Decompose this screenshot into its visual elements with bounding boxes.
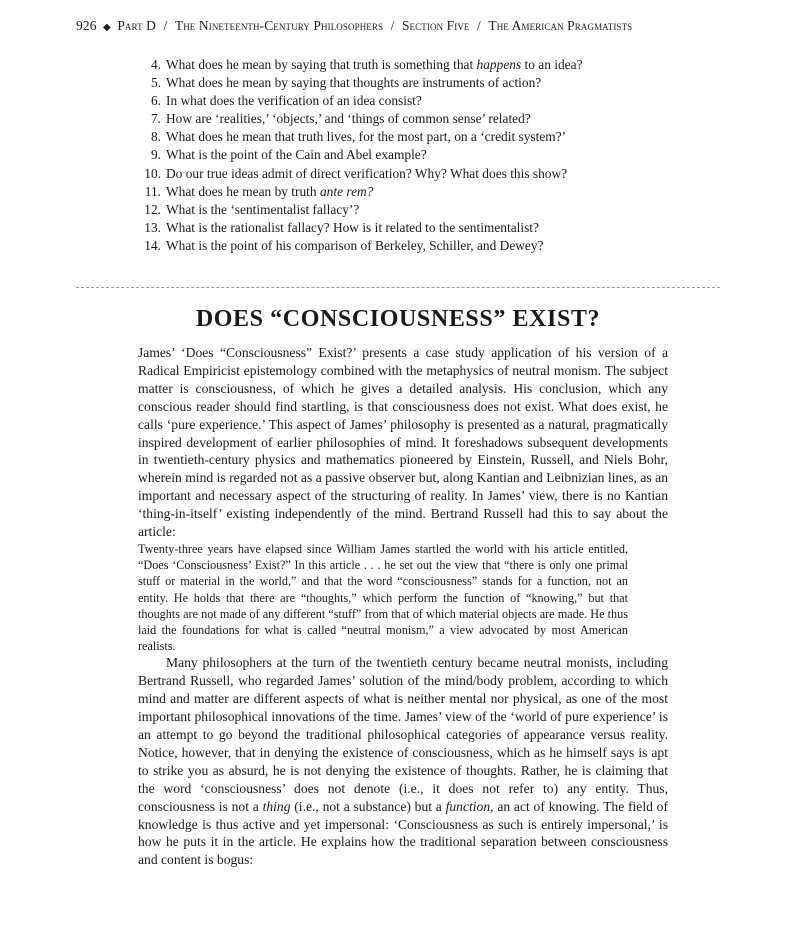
question-number: 11. bbox=[144, 183, 161, 199]
intro-paragraph: James’ ‘Does “Consciousness” Exist?’ presents a case study application of his version of a Radical Empiricist epistemology combined with the metaphysics of neutral monism. The subject matter is consciousness, of which he gives a detailed analysis. His conclusion, which any conscious reader should find startling, is that consciousness does not exist. What does exist, he calls ‘pure experience.’ This aspect of James’ philosophy is presented as a natural, pragmatically inspired development of earlier philosophies of mind. It foreshadows subsequent developments in twentieth-century physics and mathematics pioneered by Einstein, Russell, and Niels Bohr, wherein mind is regarded not as a passive observer but, along Kantian and Leibnizian lines, as an important and necessary aspect of the structuring of reality. In James’ view, there is no Kantian ‘thing-in-itself’ existing independently of the mind. Bertrand Russell had this to say about the article: bbox=[138, 345, 668, 540]
question-number: 13. bbox=[144, 219, 161, 235]
question-item bbox=[137, 74, 697, 92]
question-text-part: What does he mean by truth bbox=[166, 183, 320, 199]
question-number: 7. bbox=[150, 111, 161, 127]
study-questions-list bbox=[137, 56, 697, 255]
question-number: 5. bbox=[150, 75, 161, 91]
question-item bbox=[137, 165, 697, 183]
question-text bbox=[166, 56, 583, 74]
question-text-part: What is the ‘sentimentalist fallacy’? bbox=[166, 201, 360, 217]
question-item bbox=[137, 92, 697, 110]
question-text bbox=[166, 165, 567, 183]
question-text bbox=[166, 146, 427, 164]
question-text-part: What is the point of the Cain and Abel example? bbox=[166, 147, 427, 163]
header-part: Part D bbox=[117, 18, 157, 33]
question-text-part: What does he mean by saying that truth is something that bbox=[166, 57, 477, 72]
question-item bbox=[137, 56, 697, 74]
question-text-part: What does he mean that truth lives, for the most part, on a ‘credit system?’ bbox=[166, 129, 567, 145]
question-number: 8. bbox=[150, 129, 161, 145]
question-text-part: In what does the verification of an idea consist? bbox=[166, 93, 422, 109]
page-number: 926 bbox=[76, 18, 97, 33]
header-chapter: The American Pragmatists bbox=[488, 18, 633, 33]
question-text bbox=[166, 110, 531, 128]
question-text bbox=[166, 74, 541, 92]
header-separator: / bbox=[163, 18, 168, 33]
question-item bbox=[137, 237, 697, 255]
diamond-icon: ◆ bbox=[103, 22, 111, 33]
paragraph-text: (i.e., not a substance) but a bbox=[290, 798, 446, 814]
question-text-part: to an idea? bbox=[521, 57, 583, 72]
header-section: Section Five bbox=[401, 18, 470, 33]
question-text bbox=[166, 183, 373, 201]
question-number: 12. bbox=[144, 201, 161, 217]
emphasis-function: function bbox=[445, 798, 491, 814]
section-divider bbox=[76, 287, 720, 288]
header-book-section: The Nineteenth-Century Philosophers bbox=[174, 18, 384, 33]
running-header bbox=[76, 18, 736, 34]
question-number: 9. bbox=[150, 147, 161, 163]
header-separator: / bbox=[390, 18, 395, 33]
question-number: 10. bbox=[144, 165, 161, 181]
question-item bbox=[137, 219, 697, 237]
russell-quote: Twenty-three years have elapsed since William James startled the world with his article entitled, “Does ‘Consciousness’ Exist?” In this article . . . he set out the view that “there is only one primal stuff or material in the world,” and that the word “consciousness” stands for a function, not an entity. He holds that there are “thoughts,” which perform the function of “knowing,” but that thoughts are not made of any different “stuff” from that of which material objects are made. He thus laid the foundations for what is called “neutral monism,” a view advocated by most American realists. bbox=[138, 541, 628, 654]
question-item bbox=[137, 201, 697, 219]
emphasis-thing: thing bbox=[262, 798, 291, 814]
question-item bbox=[137, 128, 697, 146]
section-title: DOES “CONSCIOUSNESS” EXIST? bbox=[195, 306, 601, 333]
question-text-part: Do our true ideas admit of direct verification? Why? What does this show? bbox=[166, 165, 568, 181]
question-item bbox=[137, 110, 697, 128]
question-item bbox=[137, 183, 697, 201]
question-emphasis: happens bbox=[476, 57, 522, 72]
question-number: 4. bbox=[150, 57, 161, 72]
question-text bbox=[166, 128, 566, 146]
paragraph-text: , an act of knowing. The field of knowledge is thus active and yet impersonal: ‘Consciousness as such is entirely impersonal,’ is how he puts it in the article. He explains how the traditional separation between consciousness and content is bogus: bbox=[138, 798, 668, 868]
question-text bbox=[166, 201, 359, 219]
question-text-part: What does he mean by saying that thoughts are instruments of action? bbox=[166, 75, 542, 91]
header-separator: / bbox=[477, 18, 481, 33]
question-text bbox=[166, 219, 539, 237]
article-body bbox=[138, 344, 668, 869]
question-text-part: What is the rationalist fallacy? How is it related to the sentimentalist? bbox=[166, 219, 539, 235]
question-text-part: What is the point of his comparison of Berkeley, Schiller, and Dewey? bbox=[166, 237, 544, 253]
question-number: 6. bbox=[150, 93, 161, 109]
paragraph-text: Many philosophers at the turn of the twentieth century became neutral monists, including Bertrand Russell, who regarded James’ solution of the mind/body problem, according to which mind and matter are different aspects of what is neither mental nor physical, as one of the most important philosophical innovations of the time. James’ view of the ‘world of pure experience’ is an attempt to go beyond the traditional philosophical categories of appearance versus reality. Notice, however, that in denying the existence of consciousness, which as he himself says is apt to strike you as absurd, he is not denying the existence of thoughts. Rather, he is claiming that the word ‘consciousness’ does not denote (i.e., it does not refer to) any entity. Thus, consciousness is not a bbox=[138, 655, 668, 814]
second-paragraph bbox=[138, 654, 668, 869]
question-emphasis: ante rem? bbox=[319, 183, 374, 199]
question-text-part: How are ‘realities,’ ‘objects,’ and ‘things of common sense’ related? bbox=[166, 111, 531, 127]
question-item bbox=[137, 146, 697, 164]
question-text bbox=[166, 92, 422, 110]
question-text bbox=[166, 237, 544, 255]
question-number: 14. bbox=[144, 237, 161, 253]
